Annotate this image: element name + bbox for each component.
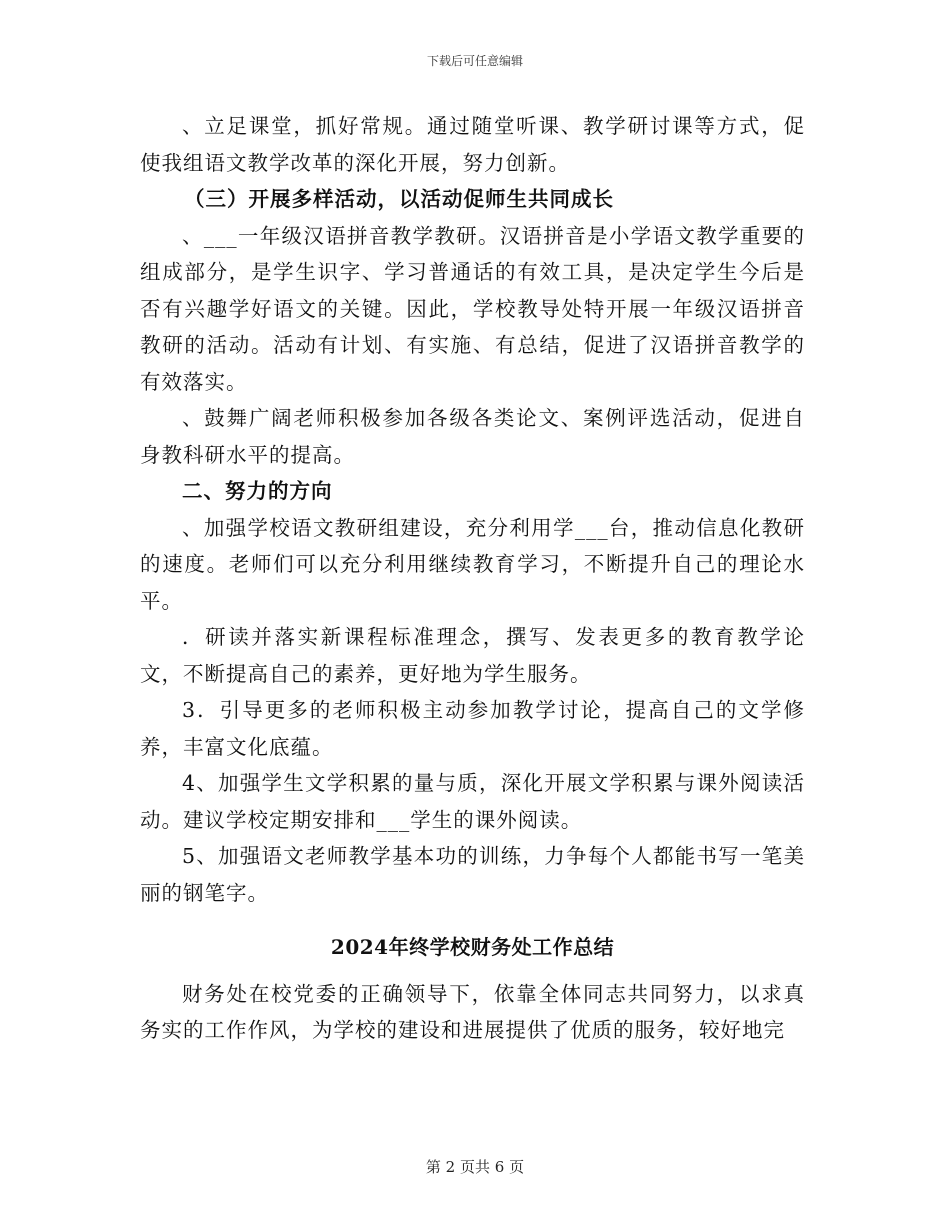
page-number: 第 2 页共 6 页 bbox=[425, 1158, 525, 1176]
paragraph-study: ．研读并落实新课程标准理念，撰写、发表更多的教育教学论文，不断提高自己的素养，更好地为学生服务。 bbox=[140, 625, 805, 686]
section-title: 2024年终学校财务处工作总结 bbox=[330, 935, 615, 959]
page-header: 下载后可任意编辑 bbox=[426, 54, 523, 68]
document-body bbox=[140, 108, 805, 1049]
paragraph-pinyin: 、___一年级汉语拼音教学教研。汉语拼音是小学语文教学重要的组成部分，是学生识字、学习普通话的有效工具，是决定学生今后是否有兴趣学好语文的关键。因此，学校教导处特开展一年级汉语拼音教研的活动。活动有计划、有实施、有总结，促进了汉语拼音教学的有效落实。 bbox=[140, 223, 805, 394]
paragraph-classroom: 、立足课堂，抓好常规。通过随堂听课、教学研讨课等方式，促使我组语文教学改革的深化开展，努力创新。 bbox=[140, 114, 805, 175]
paragraph-handwriting: 5、加强语文老师教学基本功的训练，力争每个人都能书写一笔美丽的钢笔字。 bbox=[140, 844, 805, 905]
paragraph-guide: 3．引导更多的老师积极主动参加教学讨论，提高自己的文学修养，丰富文化底蕴。 bbox=[140, 698, 805, 759]
paragraph-strengthen: 、加强学校语文教研组建设，充分利用学___台，推动信息化教研的速度。老师们可以充分利用继续教育学习，不断提升自己的理论水平。 bbox=[140, 515, 805, 613]
paragraph-finance: 财务处在校党委的正确领导下，依靠全体同志共同努力，以求真务实的工作作风，为学校的建设和进展提供了优质的服务，较好地完 bbox=[140, 981, 805, 1042]
heading-direction: 二、努力的方向 bbox=[182, 479, 333, 503]
heading-activities: （三）开展多样活动，以活动促师生共同成长 bbox=[184, 187, 614, 211]
paragraph-encourage: 、鼓舞广阔老师积极参加各级各类论文、案例评选活动，促进自身教科研水平的提高。 bbox=[140, 406, 805, 467]
paragraph-reading: 4、加强学生文学积累的量与质，深化开展文学积累与课外阅读活动。建议学校定期安排和___学生的课外阅读。 bbox=[140, 771, 805, 832]
